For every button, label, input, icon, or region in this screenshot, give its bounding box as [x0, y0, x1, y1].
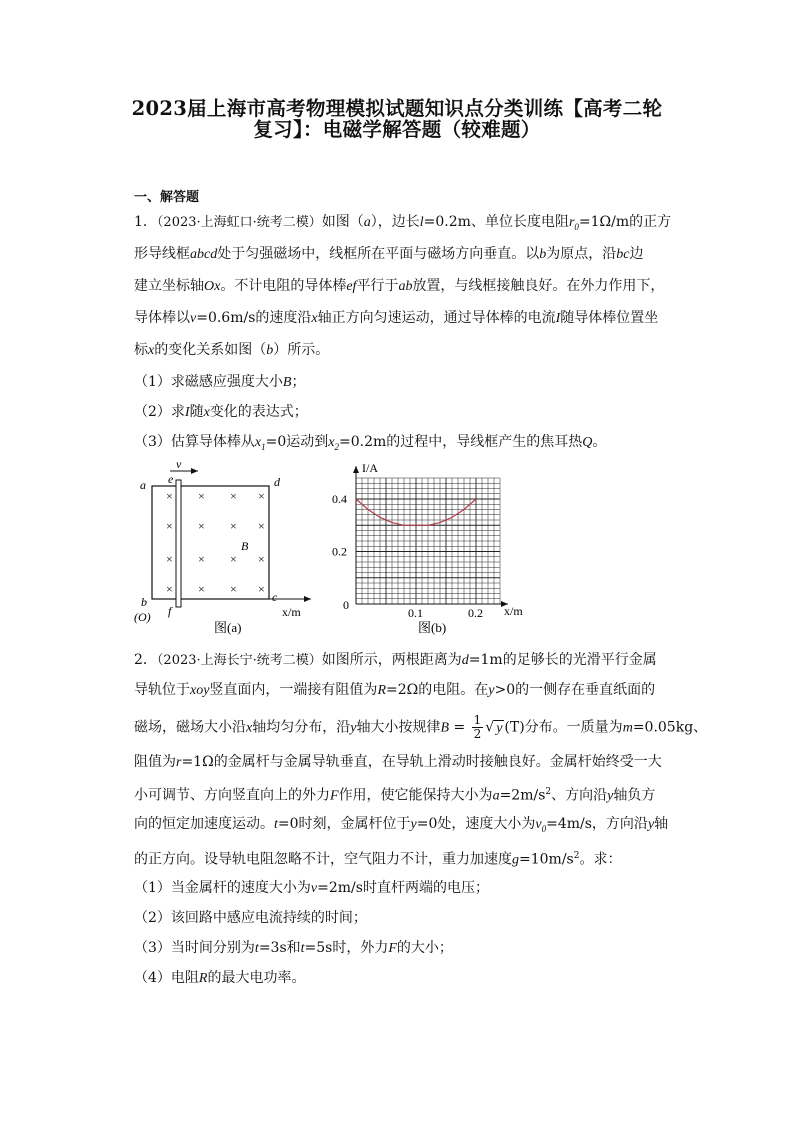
- field-cross-2-0: ×: [166, 552, 173, 566]
- q1-line1: 1．（2023·上海虹口·统考二模）如图（a），边长l=0.2m、单位长度电阻$r_0=1\Omega/m$的正方: [134, 214, 672, 232]
- q1-subq3: （3）估算导体棒从$x_1=0$运动到$x_2=0.2m$的过程中，导线框产生的焦耳热Q。: [134, 434, 607, 452]
- label-B: B: [241, 539, 249, 553]
- section-heading: 一、解答题: [134, 190, 200, 205]
- field-cross-3-2: ×: [230, 582, 237, 596]
- q2-line1: 2．（2023·上海长宁·统考二模）如图所示，两根距离为d=1m的足够长的光滑平行金属: [134, 652, 657, 668]
- field-cross-3-1: ×: [198, 582, 205, 596]
- q2-subq3: （3）当时间分别为t=3s和t=5s时，外力F的大小；: [134, 940, 453, 956]
- q1-line2: 形导线框abcd处于匀强磁场中，线框所在平面与磁场方向垂直。以b为原点，沿bc边: [134, 246, 644, 262]
- x-tick-label: 0.1: [408, 606, 423, 620]
- field-cross-2-1: ×: [198, 552, 205, 566]
- q2-line3: 磁场，磁场大小沿x轴均匀分布，沿y轴大小按规律B = $\frac{1}{2}$ √ y (T)分布。一质量为m=0.05kg、: [134, 713, 708, 741]
- figure-b: [322, 458, 532, 638]
- chart-grid: [356, 478, 500, 604]
- q2-line7: 的正方向。设导轨电阻忽略不计，空气阻力不计，重力加速度$g=10m/s^2$。求：: [134, 851, 622, 868]
- conductor-rod-ef: [176, 480, 181, 607]
- y-tick-label: 0.2: [332, 544, 347, 559]
- field-cross-1-0: ×: [166, 519, 173, 533]
- field-cross-2-3: ×: [258, 552, 265, 566]
- field-cross-0-1: ×: [198, 489, 205, 503]
- label-d: d: [274, 475, 280, 489]
- caption-a: 图(a): [214, 620, 242, 635]
- fraction-one-half: $\frac{1}{2}$: [473, 713, 482, 741]
- field-cross-1-2: ×: [230, 519, 237, 533]
- label-b: b: [141, 595, 147, 609]
- q1-subq1: （1）求磁感应强度大小B；: [134, 374, 306, 390]
- field-cross-3-3: ×: [258, 582, 265, 596]
- field-cross-0-3: ×: [258, 489, 265, 503]
- q2-subq1: （1）当金属杆的速度大小为v=2m/s时直杆两端的电压；: [134, 880, 489, 896]
- field-cross-1-1: ×: [198, 519, 205, 533]
- label-O: (O): [134, 610, 151, 624]
- q2-line5: 小可调节、方向竖直向上的外力F作用，使它能保持大小为$a=2m/s^2$、方向沿y轴负方: [134, 787, 656, 804]
- q2-line4: 阻值为r=1Ω的金属杆与金属导轨垂直，在导轨上滑动时接触良好。金属杆始终受一大: [134, 754, 662, 770]
- field-cross-0-0: ×: [166, 489, 173, 503]
- q2-line2: 导轨位于xoy竖直面内，一端接有阻值为R=2Ω的电阻。在y>0的一侧存在垂直纸面的: [134, 682, 656, 698]
- q1-subq2: （2）求I随x变化的表达式；: [134, 404, 308, 420]
- field-cross-1-3: ×: [258, 519, 265, 533]
- q1-line4: 导体棒以v=0.6m/s的速度沿x轴正方向匀速运动，通过导体棒的电流I随导体棒位置坐: [134, 310, 659, 326]
- x-tick-label: 0.2: [468, 606, 483, 620]
- label-f: f: [168, 604, 172, 618]
- label-e: e: [168, 472, 174, 486]
- x-axis-label: x/m: [504, 604, 523, 618]
- q2-subq2: （2）该回路中感应电流持续的时间；: [134, 910, 367, 926]
- figure-a: [128, 458, 328, 638]
- field-cross-0-2: ×: [230, 489, 237, 503]
- q2-line6: 向的恒定加速度运动。t=0时刻，金属杆位于y=0处，速度大小为$v_0=4m/s$，方向沿y轴: [134, 816, 669, 834]
- q1-line5: 标x的变化关系如图（b）所示。: [134, 342, 330, 358]
- label-v: v: [176, 458, 182, 471]
- field-cross-2-2: ×: [230, 552, 237, 566]
- y-axis-label: I/A: [362, 461, 378, 475]
- document-title-line1: 2023届上海市高考物理模拟试题知识点分类训练【高考二轮: [131, 97, 663, 120]
- label-a: a: [140, 478, 146, 492]
- y-tick-label: 0.4: [332, 492, 347, 506]
- caption-b: 图(b): [418, 620, 447, 635]
- document-title-line2: 复习】：电磁学解答题（较难题）: [253, 118, 541, 141]
- origin-label: 0: [343, 598, 349, 612]
- label-c: c: [272, 590, 278, 604]
- field-cross-3-0: ×: [166, 582, 173, 596]
- q2-subq4: （4）电阻R的最大电功率。: [134, 970, 306, 986]
- label-xm-a: x/m: [282, 605, 301, 619]
- q1-line3: 建立坐标轴Ox。不计电阻的导体棒ef平行于ab放置，与线框接触良好。在外力作用下，: [134, 278, 665, 294]
